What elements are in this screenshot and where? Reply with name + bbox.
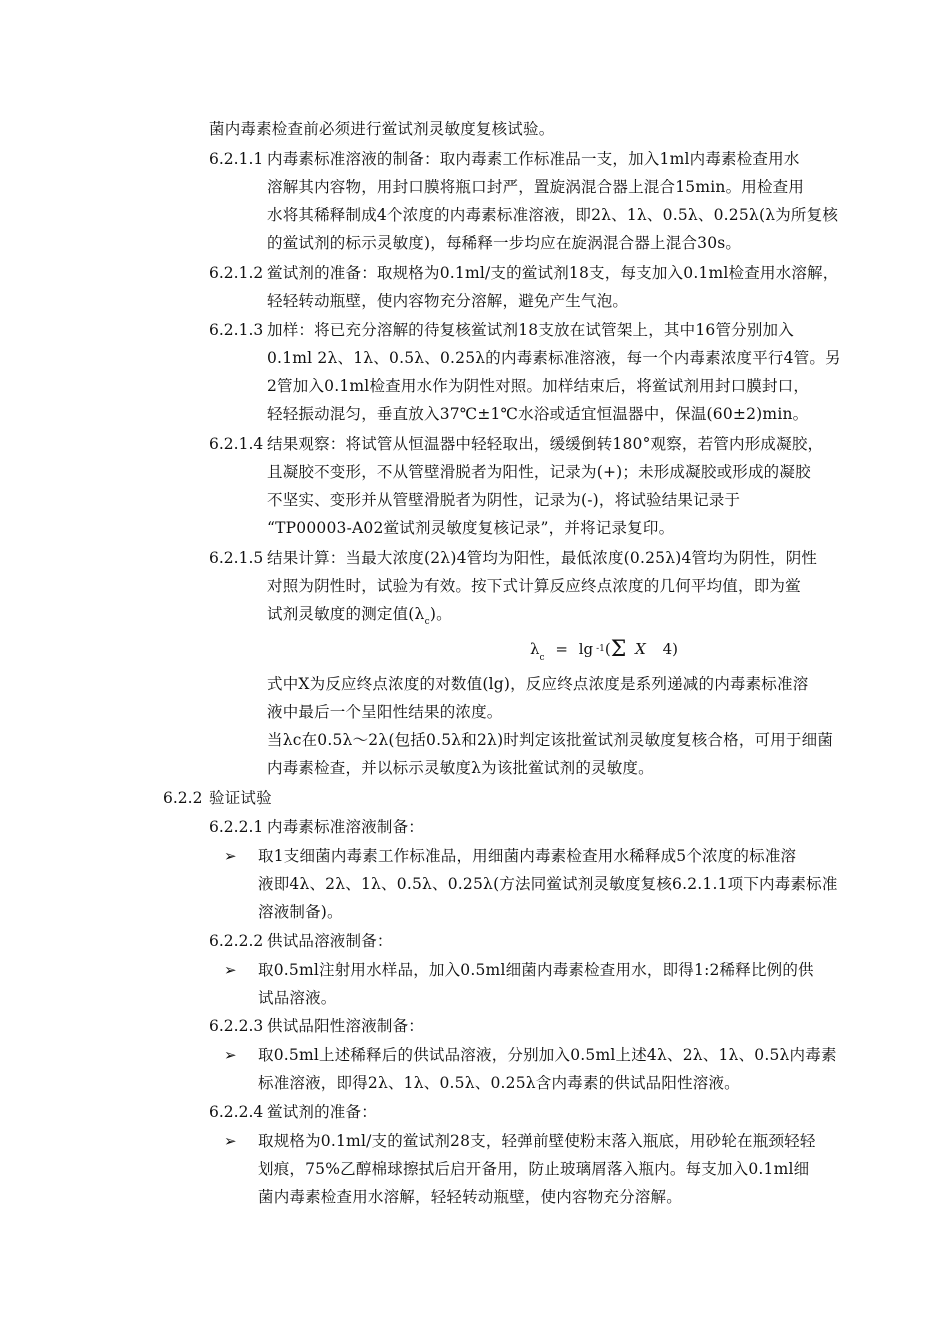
- para-line: 标准溶液，即得2λ、1λ、0.5λ、0.25λ含内毒素的供试品阳性溶液。: [258, 1074, 740, 1092]
- para-line: 的鲎试剂的标示灵敏度)，每稀释一步均应在旋涡混合器上混合30s。: [267, 234, 742, 252]
- section-number-6-2-2: 6.2.2: [163, 789, 203, 807]
- para-line: 溶液制备)。: [258, 903, 343, 921]
- para-line: 结果计算：当最大浓度(2λ)4管均为阳性，最低浓度(0.25λ)4管均为阴性，阴性: [267, 549, 818, 567]
- para-line: 不坚实、变形并从管壁滑脱者为阴性，记录为(-)，将试验结果记录于: [267, 491, 741, 509]
- para-line: 且凝胶不变形，不从管壁滑脱者为阳性，记录为(+)；未形成凝胶或形成的凝胶: [267, 463, 811, 481]
- para-line: 式中X为反应终点浓度的对数值(lg)，反应终点浓度是系列递减的内毒素标准溶: [267, 675, 809, 693]
- para-line: 对照为阴性时，试验为有效。按下式计算反应终点浓度的几何平均值，即为鲎: [267, 577, 801, 595]
- para-line-text: 试剂灵敏度的测定值(λ: [267, 605, 425, 623]
- section-number-6-2-2-1: 6.2.2.1: [209, 818, 264, 836]
- para-line: 划痕，75%乙醇棉球擦拭后启开备用，防止玻璃屑落入瓶内。每支加入0.1ml细: [258, 1160, 810, 1178]
- para-line: 溶解其内容物，用封口膜将瓶口封严，置旋涡混合器上混合15min。用检查用: [267, 178, 805, 196]
- section-number-6-2-1-3: 6.2.1.3: [209, 321, 264, 339]
- para-line: 内毒素标准溶液的制备：取内毒素工作标准品一支，加入1ml内毒素检查用水: [267, 150, 800, 168]
- para-line: 液即4λ、2λ、1λ、0.5λ、0.25λ(方法同鲎试剂灵敏度复核6.2.1.1项下内毒素标准: [258, 875, 838, 893]
- section-number-6-2-1-2: 6.2.1.2: [209, 264, 264, 282]
- section-title: 供试品溶液制备：: [267, 932, 393, 950]
- arrow-bullet-icon: ➢: [224, 1132, 237, 1150]
- section-number-6-2-1-4: 6.2.1.4: [209, 435, 264, 453]
- formula-x: X: [635, 640, 646, 658]
- para-line: 0.1ml 2λ、1λ、0.5λ、0.25λ的内毒素标准溶液，每一个内毒素浓度平行4管。另: [267, 349, 841, 367]
- formula-superscript: -1: [596, 644, 605, 654]
- para-line: “TP00003-A02鲎试剂灵敏度复核记录”，并将记录复印。: [267, 519, 675, 537]
- para-line: 当λc在0.5λ～2λ(包括0.5λ和2λ)时判定该批鲎试剂灵敏度复核合格，可用于细菌: [267, 731, 834, 749]
- para-line: 结果观察：将试管从恒温器中轻轻取出，缓缓倒转180°观察，若管内形成凝胶，: [267, 435, 824, 453]
- para-line: 菌内毒素检查用水溶解，轻轻转动瓶壁，使内容物充分溶解。: [258, 1188, 682, 1206]
- formula-divisor: 4): [662, 640, 678, 658]
- section-number-6-2-1-1: 6.2.1.1: [209, 150, 264, 168]
- section-number-6-2-2-2: 6.2.2.2: [209, 932, 264, 950]
- formula-lg: lg: [578, 640, 594, 658]
- section-title: 供试品阳性溶液制备：: [267, 1017, 425, 1035]
- section-title: 内毒素标准溶液制备：: [267, 818, 425, 836]
- section-title: 鲎试剂的准备：: [267, 1103, 377, 1121]
- para-line: [267, 604, 452, 627]
- arrow-bullet-icon: ➢: [224, 961, 237, 979]
- arrow-bullet-icon: ➢: [224, 847, 237, 865]
- section-number-6-2-2-4: 6.2.2.4: [209, 1103, 264, 1121]
- para-line: 内毒素检查，并以标示灵敏度λ为该批鲎试剂的灵敏度。: [267, 759, 654, 777]
- formula-sigma: Σ: [610, 637, 627, 662]
- para-line: 试品溶液。: [258, 989, 337, 1007]
- para-line: 轻轻转动瓶壁，使内容物充分溶解，避免产生气泡。: [267, 292, 629, 310]
- formula-subscript: c: [539, 653, 545, 663]
- para-line: 取规格为0.1ml/支的鲎试剂28支，轻弹前壁使粉末落入瓶底，用砂轮在瓶颈轻轻: [258, 1132, 816, 1150]
- para-line: 取0.5ml上述稀释后的供试品溶液，分别加入0.5ml上述4λ、2λ、1λ、0.5λ内毒素: [258, 1046, 837, 1064]
- para-line: 取0.5ml注射用水样品，加入0.5ml细菌内毒素检查用水，即得1:2稀释比例的供: [258, 961, 814, 979]
- para-line: 2管加入0.1ml检查用水作为阴性对照。加样结束后，将鲎试剂用封口膜封口，: [267, 377, 810, 395]
- formula-open-paren: (: [604, 640, 611, 658]
- formula-lambda: λ: [530, 640, 540, 658]
- para-line: 加样：将已充分溶解的待复核鲎试剂18支放在试管架上，其中16管分别加入: [267, 321, 794, 339]
- para-line: 液中最后一个呈阳性结果的浓度。: [267, 703, 503, 721]
- section-number-6-2-1-5: 6.2.1.5: [209, 549, 264, 567]
- para-line: 取1支细菌内毒素工作标准品，用细菌内毒素检查用水稀释成5个浓度的标准溶: [258, 847, 797, 865]
- section-title: 验证试验: [209, 789, 272, 807]
- subscript: c: [424, 617, 430, 627]
- intro-line: 菌内毒素检查前必须进行鲎试剂灵敏度复核试验。: [209, 120, 555, 138]
- geometric-mean-formula: [530, 638, 678, 662]
- para-line-tail: )。: [429, 605, 452, 623]
- section-number-6-2-2-3: 6.2.2.3: [209, 1017, 264, 1035]
- para-line: 鲎试剂的准备：取规格为0.1ml/支的鲎试剂18支，每支加入0.1ml检查用水溶解，: [267, 264, 839, 282]
- arrow-bullet-icon: ➢: [224, 1046, 237, 1064]
- para-line: 水将其稀释制成4个浓度的内毒素标准溶液，即2λ、1λ、0.5λ、0.25λ(λ为所复核: [267, 206, 839, 224]
- formula-equals: =: [555, 640, 568, 658]
- para-line: 轻轻振动混匀，垂直放入37℃±1℃水浴或适宜恒温器中，保温(60±2)min。: [267, 405, 809, 423]
